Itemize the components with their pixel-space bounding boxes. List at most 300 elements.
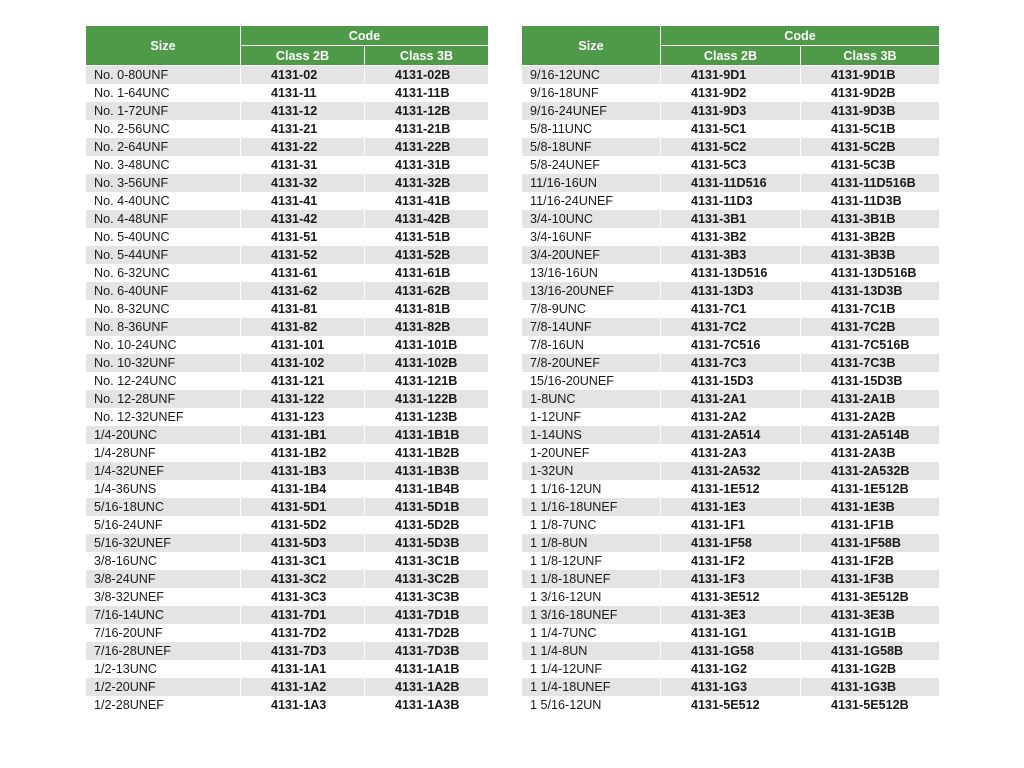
size-cell: 1/2-28UNEF	[86, 696, 241, 714]
class-3b-code-cell: 4131-121B	[365, 372, 489, 390]
class-2b-code-cell: 4131-1G1	[661, 624, 801, 642]
table-row	[86, 606, 489, 624]
table-row	[522, 210, 940, 228]
table-row	[522, 480, 940, 498]
size-cell: 1 1/4-18UNEF	[522, 678, 661, 696]
table-row	[86, 462, 489, 480]
size-cell: No. 5-44UNF	[86, 246, 241, 264]
size-cell: 1/2-13UNC	[86, 660, 241, 678]
table-row	[86, 552, 489, 570]
class-2b-code-cell: 4131-1B3	[241, 462, 365, 480]
table-row	[86, 300, 489, 318]
size-cell: 3/4-10UNC	[522, 210, 661, 228]
size-cell: 1-14UNS	[522, 426, 661, 444]
class-2b-code-cell: 4131-61	[241, 264, 365, 282]
table-row	[522, 462, 940, 480]
size-cell: 5/8-11UNC	[522, 120, 661, 138]
class-2b-code-cell: 4131-1B1	[241, 426, 365, 444]
class-2b-code-cell: 4131-7D2	[241, 624, 365, 642]
class-2b-code-cell: 4131-3E512	[661, 588, 801, 606]
size-cell: 7/8-14UNF	[522, 318, 661, 336]
class-2b-code-cell: 4131-7C2	[661, 318, 801, 336]
class-3b-code-cell: 4131-102B	[365, 354, 489, 372]
size-cell: 9/16-12UNC	[522, 66, 661, 85]
size-cell: No. 12-28UNF	[86, 390, 241, 408]
class-2b-code-cell: 4131-51	[241, 228, 365, 246]
class-2b-code-cell: 4131-9D3	[661, 102, 801, 120]
table-row	[86, 138, 489, 156]
table-row	[522, 264, 940, 282]
class-2b-code-cell: 4131-11	[241, 84, 365, 102]
class-3b-code-cell: 4131-61B	[365, 264, 489, 282]
class-2b-code-cell: 4131-7C516	[661, 336, 801, 354]
class-2b-code-cell: 4131-5D2	[241, 516, 365, 534]
size-cell: 1 1/16-12UN	[522, 480, 661, 498]
class-3b-code-cell: 4131-3C2B	[365, 570, 489, 588]
class-3b-code-cell: 4131-62B	[365, 282, 489, 300]
size-cell: No. 0-80UNF	[86, 66, 241, 85]
table-row	[86, 192, 489, 210]
class-2b-code-cell: 4131-122	[241, 390, 365, 408]
class-2b-code-cell: 4131-1G3	[661, 678, 801, 696]
size-cell: 3/4-20UNEF	[522, 246, 661, 264]
class-3b-code-cell: 4131-7C1B	[801, 300, 940, 318]
class-2b-code-cell: 4131-1G58	[661, 642, 801, 660]
class-3b-code-cell: 4131-1B3B	[365, 462, 489, 480]
table-row	[522, 552, 940, 570]
size-header: Size	[86, 26, 241, 66]
table-row	[522, 606, 940, 624]
size-cell: 1/4-32UNEF	[86, 462, 241, 480]
class-3b-code-cell: 4131-3C3B	[365, 588, 489, 606]
size-header: Size	[522, 26, 661, 66]
class-3b-code-cell: 4131-1B2B	[365, 444, 489, 462]
class-2b-code-cell: 4131-9D2	[661, 84, 801, 102]
class-3b-code-cell: 4131-2A1B	[801, 390, 940, 408]
class-3b-code-cell: 4131-101B	[365, 336, 489, 354]
table-row	[522, 228, 940, 246]
table-row	[86, 174, 489, 192]
class-2b-code-cell: 4131-2A2	[661, 408, 801, 426]
size-cell: No. 4-40UNC	[86, 192, 241, 210]
class-2b-code-cell: 4131-3C3	[241, 588, 365, 606]
class-2b-code-cell: 4131-1E512	[661, 480, 801, 498]
size-cell: No. 8-32UNC	[86, 300, 241, 318]
class-2b-code-cell: 4131-11D3	[661, 192, 801, 210]
size-cell: No. 1-64UNC	[86, 84, 241, 102]
class-2b-code-cell: 4131-31	[241, 156, 365, 174]
table-row	[522, 624, 940, 642]
class-3b-code-cell: 4131-3B1B	[801, 210, 940, 228]
class-3b-code-cell: 4131-1F2B	[801, 552, 940, 570]
class-3b-code-cell: 4131-9D3B	[801, 102, 940, 120]
class-2b-header: Class 2B	[241, 46, 365, 66]
class-3b-code-cell: 4131-1G58B	[801, 642, 940, 660]
class-2b-code-cell: 4131-5D3	[241, 534, 365, 552]
size-cell: No. 3-48UNC	[86, 156, 241, 174]
class-2b-header: Class 2B	[661, 46, 801, 66]
class-3b-header: Class 3B	[365, 46, 489, 66]
table-row	[86, 444, 489, 462]
size-cell: 1-32UN	[522, 462, 661, 480]
size-cell: 13/16-20UNEF	[522, 282, 661, 300]
size-cell: 1/4-36UNS	[86, 480, 241, 498]
table-row	[86, 318, 489, 336]
table-row	[522, 660, 940, 678]
size-cell: 1 1/4-8UN	[522, 642, 661, 660]
class-3b-code-cell: 4131-5C2B	[801, 138, 940, 156]
class-2b-code-cell: 4131-42	[241, 210, 365, 228]
size-cell: No. 12-24UNC	[86, 372, 241, 390]
size-cell: No. 5-40UNC	[86, 228, 241, 246]
class-3b-code-cell: 4131-52B	[365, 246, 489, 264]
class-3b-code-cell: 4131-31B	[365, 156, 489, 174]
class-2b-code-cell: 4131-81	[241, 300, 365, 318]
table-row	[522, 516, 940, 534]
class-2b-code-cell: 4131-5D1	[241, 498, 365, 516]
table-row	[522, 444, 940, 462]
size-cell: 3/4-16UNF	[522, 228, 661, 246]
class-3b-code-cell: 4131-2A514B	[801, 426, 940, 444]
class-2b-code-cell: 4131-2A514	[661, 426, 801, 444]
class-2b-code-cell: 4131-15D3	[661, 372, 801, 390]
table-body-left	[86, 66, 489, 715]
table-row	[522, 138, 940, 156]
size-cell: 1/4-20UNC	[86, 426, 241, 444]
class-3b-code-cell: 4131-1G2B	[801, 660, 940, 678]
class-3b-code-cell: 4131-1B4B	[365, 480, 489, 498]
class-3b-code-cell: 4131-51B	[365, 228, 489, 246]
class-3b-code-cell: 4131-7D1B	[365, 606, 489, 624]
size-cell: 3/8-16UNC	[86, 552, 241, 570]
class-3b-code-cell: 4131-2A532B	[801, 462, 940, 480]
table-row	[522, 120, 940, 138]
table-row	[86, 210, 489, 228]
class-3b-code-cell: 4131-15D3B	[801, 372, 940, 390]
class-3b-code-cell: 4131-5C1B	[801, 120, 940, 138]
class-3b-code-cell: 4131-5D2B	[365, 516, 489, 534]
table-row	[522, 390, 940, 408]
size-cell: 5/16-24UNF	[86, 516, 241, 534]
class-3b-code-cell: 4131-2A3B	[801, 444, 940, 462]
table-row	[522, 282, 940, 300]
table-row	[86, 156, 489, 174]
class-2b-code-cell: 4131-21	[241, 120, 365, 138]
size-cell: No. 2-56UNC	[86, 120, 241, 138]
size-cell: No. 12-32UNEF	[86, 408, 241, 426]
class-3b-code-cell: 4131-22B	[365, 138, 489, 156]
size-cell: 9/16-18UNF	[522, 84, 661, 102]
table-row	[522, 84, 940, 102]
table-row	[86, 84, 489, 102]
class-2b-code-cell: 4131-7D3	[241, 642, 365, 660]
class-3b-code-cell: 4131-9D1B	[801, 66, 940, 85]
size-cell: 7/8-16UN	[522, 336, 661, 354]
table-row	[522, 336, 940, 354]
size-cell: 1 1/16-18UNEF	[522, 498, 661, 516]
table-row	[522, 372, 940, 390]
class-2b-code-cell: 4131-1A1	[241, 660, 365, 678]
table-row	[86, 516, 489, 534]
class-3b-code-cell: 4131-5D3B	[365, 534, 489, 552]
class-3b-code-cell: 4131-5D1B	[365, 498, 489, 516]
size-cell: 1/2-20UNF	[86, 678, 241, 696]
size-cell: No. 4-48UNF	[86, 210, 241, 228]
class-2b-code-cell: 4131-13D3	[661, 282, 801, 300]
size-cell: 7/8-9UNC	[522, 300, 661, 318]
table-row	[86, 372, 489, 390]
class-3b-code-cell: 4131-1F1B	[801, 516, 940, 534]
size-cell: No. 6-32UNC	[86, 264, 241, 282]
class-2b-code-cell: 4131-2A3	[661, 444, 801, 462]
class-2b-code-cell: 4131-7D1	[241, 606, 365, 624]
table-row	[86, 66, 489, 85]
size-cell: 1 1/8-7UNC	[522, 516, 661, 534]
size-cell: No. 10-32UNF	[86, 354, 241, 372]
table-row	[522, 156, 940, 174]
table-row	[522, 498, 940, 516]
table-row	[522, 246, 940, 264]
size-cell: 1 3/16-12UN	[522, 588, 661, 606]
class-3b-code-cell: 4131-32B	[365, 174, 489, 192]
table-row	[86, 498, 489, 516]
class-3b-code-cell: 4131-1G3B	[801, 678, 940, 696]
size-cell: 5/8-18UNF	[522, 138, 661, 156]
class-3b-code-cell: 4131-12B	[365, 102, 489, 120]
size-cell: 5/16-18UNC	[86, 498, 241, 516]
class-2b-code-cell: 4131-1G2	[661, 660, 801, 678]
table-row	[522, 102, 940, 120]
class-3b-code-cell: 4131-7C2B	[801, 318, 940, 336]
class-3b-code-cell: 4131-1G1B	[801, 624, 940, 642]
size-cell: 1 1/8-18UNEF	[522, 570, 661, 588]
class-2b-code-cell: 4131-02	[241, 66, 365, 85]
size-cell: 7/16-14UNC	[86, 606, 241, 624]
table-row	[86, 678, 489, 696]
table-row	[86, 480, 489, 498]
class-3b-code-cell: 4131-2A2B	[801, 408, 940, 426]
size-cell: 1-12UNF	[522, 408, 661, 426]
class-3b-code-cell: 4131-5E512B	[801, 696, 940, 714]
class-3b-code-cell: 4131-1E512B	[801, 480, 940, 498]
class-3b-code-cell: 4131-7D2B	[365, 624, 489, 642]
class-2b-code-cell: 4131-62	[241, 282, 365, 300]
class-2b-code-cell: 4131-1B4	[241, 480, 365, 498]
size-cell: 1-20UNEF	[522, 444, 661, 462]
table-row	[522, 174, 940, 192]
class-3b-code-cell: 4131-7C3B	[801, 354, 940, 372]
size-cell: 11/16-16UN	[522, 174, 661, 192]
class-2b-code-cell: 4131-11D516	[661, 174, 801, 192]
class-2b-code-cell: 4131-41	[241, 192, 365, 210]
size-cell: No. 1-72UNF	[86, 102, 241, 120]
table-row	[522, 426, 940, 444]
class-2b-code-cell: 4131-5E512	[661, 696, 801, 714]
table-row	[86, 534, 489, 552]
size-cell: 13/16-16UN	[522, 264, 661, 282]
size-cell: 7/16-20UNF	[86, 624, 241, 642]
thread-code-table-left	[85, 25, 489, 714]
class-3b-code-cell: 4131-21B	[365, 120, 489, 138]
table-row	[522, 588, 940, 606]
class-3b-code-cell: 4131-11D3B	[801, 192, 940, 210]
table-row	[522, 192, 940, 210]
class-2b-code-cell: 4131-7C3	[661, 354, 801, 372]
class-3b-code-cell: 4131-1A1B	[365, 660, 489, 678]
table-row	[522, 570, 940, 588]
class-2b-code-cell: 4131-3E3	[661, 606, 801, 624]
size-cell: 1 5/16-12UN	[522, 696, 661, 714]
class-2b-code-cell: 4131-9D1	[661, 66, 801, 85]
size-cell: 15/16-20UNEF	[522, 372, 661, 390]
table-row	[86, 696, 489, 714]
class-3b-code-cell: 4131-3B3B	[801, 246, 940, 264]
table-row	[86, 228, 489, 246]
size-cell: 5/16-32UNEF	[86, 534, 241, 552]
table-row	[86, 282, 489, 300]
table-row	[86, 588, 489, 606]
class-3b-code-cell: 4131-1E3B	[801, 498, 940, 516]
size-cell: 7/16-28UNEF	[86, 642, 241, 660]
size-cell: 5/8-24UNEF	[522, 156, 661, 174]
table-row	[522, 642, 940, 660]
class-3b-code-cell: 4131-82B	[365, 318, 489, 336]
class-3b-code-cell: 4131-3B2B	[801, 228, 940, 246]
table-row	[86, 660, 489, 678]
code-header: Code	[661, 26, 940, 46]
table-row	[86, 336, 489, 354]
class-3b-code-cell: 4131-1A3B	[365, 696, 489, 714]
size-cell: No. 8-36UNF	[86, 318, 241, 336]
class-2b-code-cell: 4131-82	[241, 318, 365, 336]
class-2b-code-cell: 4131-1F58	[661, 534, 801, 552]
class-2b-code-cell: 4131-2A1	[661, 390, 801, 408]
size-cell: 3/8-32UNEF	[86, 588, 241, 606]
table-row	[86, 102, 489, 120]
class-3b-code-cell: 4131-1A2B	[365, 678, 489, 696]
size-cell: No. 10-24UNC	[86, 336, 241, 354]
size-cell: 1-8UNC	[522, 390, 661, 408]
class-2b-code-cell: 4131-3C2	[241, 570, 365, 588]
class-2b-code-cell: 4131-5C1	[661, 120, 801, 138]
thread-code-table-right	[521, 25, 940, 714]
class-3b-code-cell: 4131-3E3B	[801, 606, 940, 624]
table-row	[86, 570, 489, 588]
class-3b-code-cell: 4131-81B	[365, 300, 489, 318]
class-2b-code-cell: 4131-3B2	[661, 228, 801, 246]
size-cell: No. 3-56UNF	[86, 174, 241, 192]
class-2b-code-cell: 4131-1E3	[661, 498, 801, 516]
size-cell: 11/16-24UNEF	[522, 192, 661, 210]
table-row	[522, 534, 940, 552]
class-2b-code-cell: 4131-2A532	[661, 462, 801, 480]
class-2b-code-cell: 4131-3B1	[661, 210, 801, 228]
table-row	[522, 678, 940, 696]
class-2b-code-cell: 4131-22	[241, 138, 365, 156]
code-header: Code	[241, 26, 489, 46]
table-row	[86, 120, 489, 138]
size-cell: 3/8-24UNF	[86, 570, 241, 588]
table-row	[522, 300, 940, 318]
size-cell: 1 3/16-18UNEF	[522, 606, 661, 624]
class-3b-code-cell: 4131-1B1B	[365, 426, 489, 444]
size-cell: 1 1/8-8UN	[522, 534, 661, 552]
class-2b-code-cell: 4131-5C2	[661, 138, 801, 156]
table-row	[522, 354, 940, 372]
class-3b-code-cell: 4131-3C1B	[365, 552, 489, 570]
class-2b-code-cell: 4131-12	[241, 102, 365, 120]
size-cell: 9/16-24UNEF	[522, 102, 661, 120]
class-3b-code-cell: 4131-9D2B	[801, 84, 940, 102]
size-cell: No. 2-64UNF	[86, 138, 241, 156]
class-3b-code-cell: 4131-1F58B	[801, 534, 940, 552]
class-2b-code-cell: 4131-1F2	[661, 552, 801, 570]
size-cell: 1 1/4-12UNF	[522, 660, 661, 678]
class-2b-code-cell: 4131-1B2	[241, 444, 365, 462]
table-body-right	[522, 66, 940, 715]
table-row	[522, 318, 940, 336]
class-3b-code-cell: 4131-13D3B	[801, 282, 940, 300]
class-2b-code-cell: 4131-1F3	[661, 570, 801, 588]
table-row	[522, 696, 940, 714]
class-3b-code-cell: 4131-41B	[365, 192, 489, 210]
size-cell: 1 1/8-12UNF	[522, 552, 661, 570]
class-2b-code-cell: 4131-123	[241, 408, 365, 426]
class-3b-code-cell: 4131-11B	[365, 84, 489, 102]
class-3b-code-cell: 4131-7D3B	[365, 642, 489, 660]
table-row	[86, 264, 489, 282]
class-3b-header: Class 3B	[801, 46, 940, 66]
table-row	[86, 246, 489, 264]
table-row	[86, 642, 489, 660]
class-2b-code-cell: 4131-7C1	[661, 300, 801, 318]
table-row	[522, 408, 940, 426]
class-2b-code-cell: 4131-3B3	[661, 246, 801, 264]
class-2b-code-cell: 4131-1F1	[661, 516, 801, 534]
class-3b-code-cell: 4131-3E512B	[801, 588, 940, 606]
class-3b-code-cell: 4131-13D516B	[801, 264, 940, 282]
class-3b-code-cell: 4131-1F3B	[801, 570, 940, 588]
class-3b-code-cell: 4131-5C3B	[801, 156, 940, 174]
class-3b-code-cell: 4131-42B	[365, 210, 489, 228]
table-row	[86, 390, 489, 408]
size-cell: No. 6-40UNF	[86, 282, 241, 300]
class-3b-code-cell: 4131-11D516B	[801, 174, 940, 192]
class-2b-code-cell: 4131-32	[241, 174, 365, 192]
class-2b-code-cell: 4131-121	[241, 372, 365, 390]
class-3b-code-cell: 4131-122B	[365, 390, 489, 408]
table-row	[522, 66, 940, 85]
class-3b-code-cell: 4131-123B	[365, 408, 489, 426]
class-3b-code-cell: 4131-7C516B	[801, 336, 940, 354]
size-cell: 1 1/4-7UNC	[522, 624, 661, 642]
table-row	[86, 354, 489, 372]
class-2b-code-cell: 4131-1A2	[241, 678, 365, 696]
table-row	[86, 426, 489, 444]
class-2b-code-cell: 4131-5C3	[661, 156, 801, 174]
class-2b-code-cell: 4131-13D516	[661, 264, 801, 282]
size-cell: 7/8-20UNEF	[522, 354, 661, 372]
class-2b-code-cell: 4131-1A3	[241, 696, 365, 714]
class-2b-code-cell: 4131-102	[241, 354, 365, 372]
class-2b-code-cell: 4131-52	[241, 246, 365, 264]
table-row	[86, 408, 489, 426]
class-2b-code-cell: 4131-3C1	[241, 552, 365, 570]
size-cell: 1/4-28UNF	[86, 444, 241, 462]
class-2b-code-cell: 4131-101	[241, 336, 365, 354]
class-3b-code-cell: 4131-02B	[365, 66, 489, 85]
table-row	[86, 624, 489, 642]
